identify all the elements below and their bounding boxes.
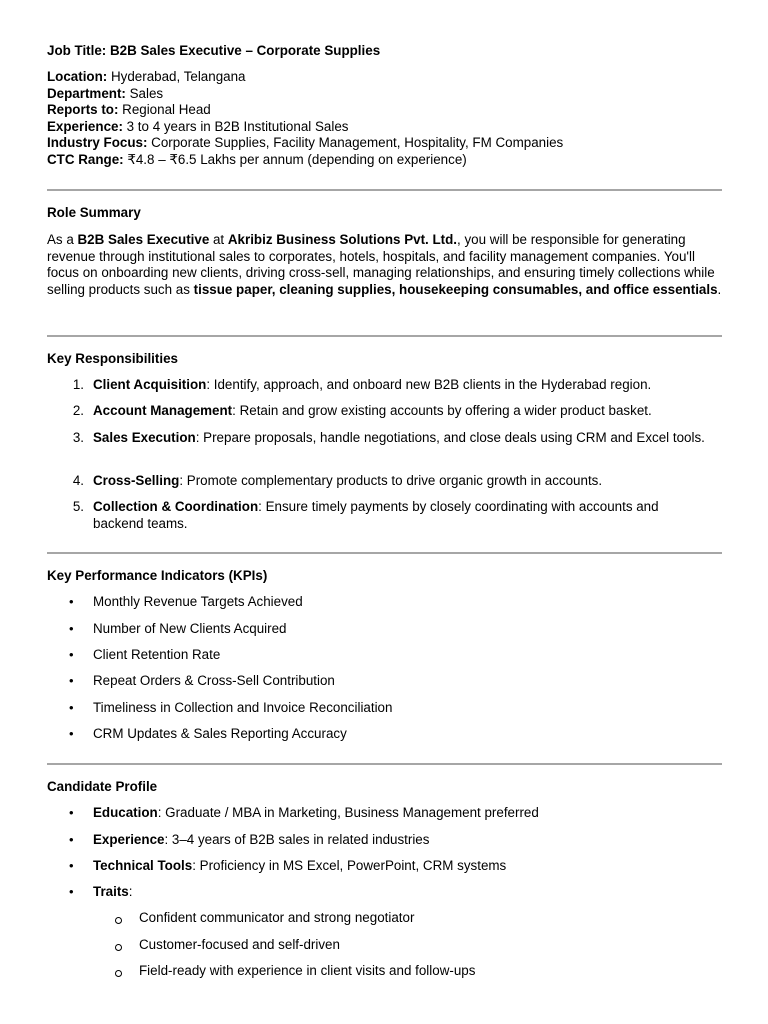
item-title: Experience — [93, 832, 165, 847]
item-title: Sales Execution — [93, 430, 196, 445]
list-number: 5. — [72, 499, 84, 514]
field-label: CTC Range: — [47, 152, 124, 167]
list-item — [47, 726, 720, 743]
bullet-icon: • — [69, 647, 74, 662]
item-title: Education — [93, 805, 158, 820]
item-text: : Ensure timely payments by closely coordinating with accounts and backend teams. — [93, 499, 659, 531]
item-text: : 3–4 years of B2B sales in related industries — [164, 832, 430, 847]
field-label: Industry Focus: — [47, 135, 148, 150]
list-item — [47, 805, 720, 822]
list-item — [47, 594, 720, 611]
item-text: : Identify, approach, and onboard new B2B clients in the Hyderabad region. — [206, 377, 652, 392]
candidate-heading: Candidate Profile — [47, 779, 158, 794]
list-item — [47, 377, 720, 394]
company-name: Akribiz Business Solutions Pvt. Ltd. — [227, 232, 458, 247]
list-text: Number of New Clients Acquired — [93, 621, 287, 636]
field-value: Corporate Supplies, Facility Management, Hospitality, FM Companies — [147, 135, 564, 150]
summary-text: , you will be responsible for generating revenue through institutional sales to corporates, hotels, hospitals, and facility management companies. You'll focus on onboarding new clients, driving cross-sell, managing relationships, and ensuring timely collections while selling products such as — [47, 232, 715, 297]
item-title: Collection & Coordination — [93, 499, 259, 514]
list-text: Customer-focused and self-driven — [139, 937, 340, 952]
section-divider — [47, 552, 722, 554]
list-text — [93, 832, 720, 849]
field-value: ₹4.8 – ₹6.5 Lakhs per annum (depending on experience) — [123, 152, 467, 167]
list-text — [93, 499, 700, 532]
list-text — [93, 884, 720, 901]
bullet-icon: • — [69, 832, 74, 847]
field-location — [47, 69, 720, 86]
list-item — [47, 430, 720, 464]
list-item — [47, 832, 720, 849]
list-number: 1. — [72, 377, 84, 392]
field-value: 3 to 4 years in B2B Institutional Sales — [122, 119, 349, 134]
list-text: CRM Updates & Sales Reporting Accuracy — [93, 726, 347, 741]
list-item — [47, 647, 720, 664]
section-divider — [47, 763, 722, 765]
item-title: Technical Tools — [93, 858, 193, 873]
section-divider — [47, 335, 722, 337]
hollow-bullet-icon — [115, 944, 122, 951]
bullet-icon: • — [69, 884, 74, 899]
list-text — [93, 858, 720, 875]
role-summary-paragraph — [47, 232, 722, 298]
bullet-icon: • — [69, 673, 74, 688]
role-summary-heading: Role Summary — [47, 205, 141, 220]
sub-list-item — [47, 937, 720, 954]
field-reports-to — [47, 102, 720, 119]
summary-bold: B2B Sales Executive — [77, 232, 210, 247]
summary-text: at — [209, 232, 228, 247]
list-item — [47, 884, 720, 901]
item-text: : Retain and grow existing accounts by offering a wider product basket. — [232, 403, 652, 418]
bullet-icon: • — [69, 594, 74, 609]
list-item — [47, 473, 720, 490]
item-title: Traits — [93, 884, 129, 899]
item-text: : Promote complementary products to drive organic growth in accounts. — [179, 473, 603, 488]
bullet-icon: • — [69, 621, 74, 636]
sub-list-item — [47, 910, 720, 927]
field-department — [47, 86, 720, 103]
list-text: Field-ready with experience in client visits and follow-ups — [139, 963, 476, 978]
item-title: Client Acquisition — [93, 377, 207, 392]
sub-list-item — [47, 963, 720, 980]
list-item — [47, 403, 720, 420]
field-value: Hyderabad, Telangana — [107, 69, 246, 84]
list-number: 4. — [72, 473, 84, 488]
list-number: 3. — [72, 430, 84, 445]
field-value: Regional Head — [118, 102, 211, 117]
list-text: Timeliness in Collection and Invoice Reconciliation — [93, 700, 393, 715]
item-title: Cross-Selling — [93, 473, 180, 488]
list-text — [93, 805, 720, 822]
list-item — [47, 621, 720, 638]
list-item — [47, 499, 720, 533]
responsibilities-heading: Key Responsibilities — [47, 351, 178, 366]
item-title: Account Management — [93, 403, 233, 418]
summary-text: . — [717, 281, 722, 297]
field-value: Sales — [125, 86, 164, 101]
list-text: Client Retention Rate — [93, 647, 221, 662]
list-item — [47, 700, 720, 717]
bullet-icon: • — [69, 805, 74, 820]
field-ctc-range — [47, 152, 720, 169]
list-text — [93, 430, 720, 447]
list-text: Repeat Orders & Cross-Sell Contribution — [93, 673, 335, 688]
list-text — [93, 403, 720, 420]
field-industry-focus — [47, 135, 720, 152]
field-label: Department: — [47, 86, 126, 101]
item-text: : Prepare proposals, handle negotiations, and close deals using CRM and Excel tools. — [195, 430, 705, 445]
list-text — [93, 473, 720, 490]
field-label: Reports to: — [47, 102, 119, 117]
list-text: Confident communicator and strong negotiator — [139, 910, 415, 925]
bullet-icon: • — [69, 700, 74, 715]
hollow-bullet-icon — [115, 917, 122, 924]
field-label: Location: — [47, 69, 108, 84]
item-text: : Proficiency in MS Excel, PowerPoint, CRM systems — [192, 858, 507, 873]
list-number: 2. — [72, 403, 84, 418]
item-text: : — [128, 884, 133, 899]
kpis-heading: Key Performance Indicators (KPIs) — [47, 568, 268, 583]
field-experience — [47, 119, 720, 136]
list-text — [93, 377, 720, 394]
field-label: Experience: — [47, 119, 123, 134]
list-text: Monthly Revenue Targets Achieved — [93, 594, 303, 609]
summary-text: As a — [47, 232, 78, 247]
bullet-icon: • — [69, 858, 74, 873]
summary-bold: tissue paper, cleaning supplies, housekeeping consumables, and office essentials — [193, 281, 718, 297]
job-title: Job Title: B2B Sales Executive – Corporate Supplies — [47, 43, 381, 58]
list-item — [47, 858, 720, 875]
hollow-bullet-icon — [115, 970, 122, 977]
bullet-icon: • — [69, 726, 74, 741]
item-text: : Graduate / MBA in Marketing, Business Management preferred — [157, 805, 539, 820]
list-item — [47, 673, 720, 690]
section-divider — [47, 189, 722, 191]
